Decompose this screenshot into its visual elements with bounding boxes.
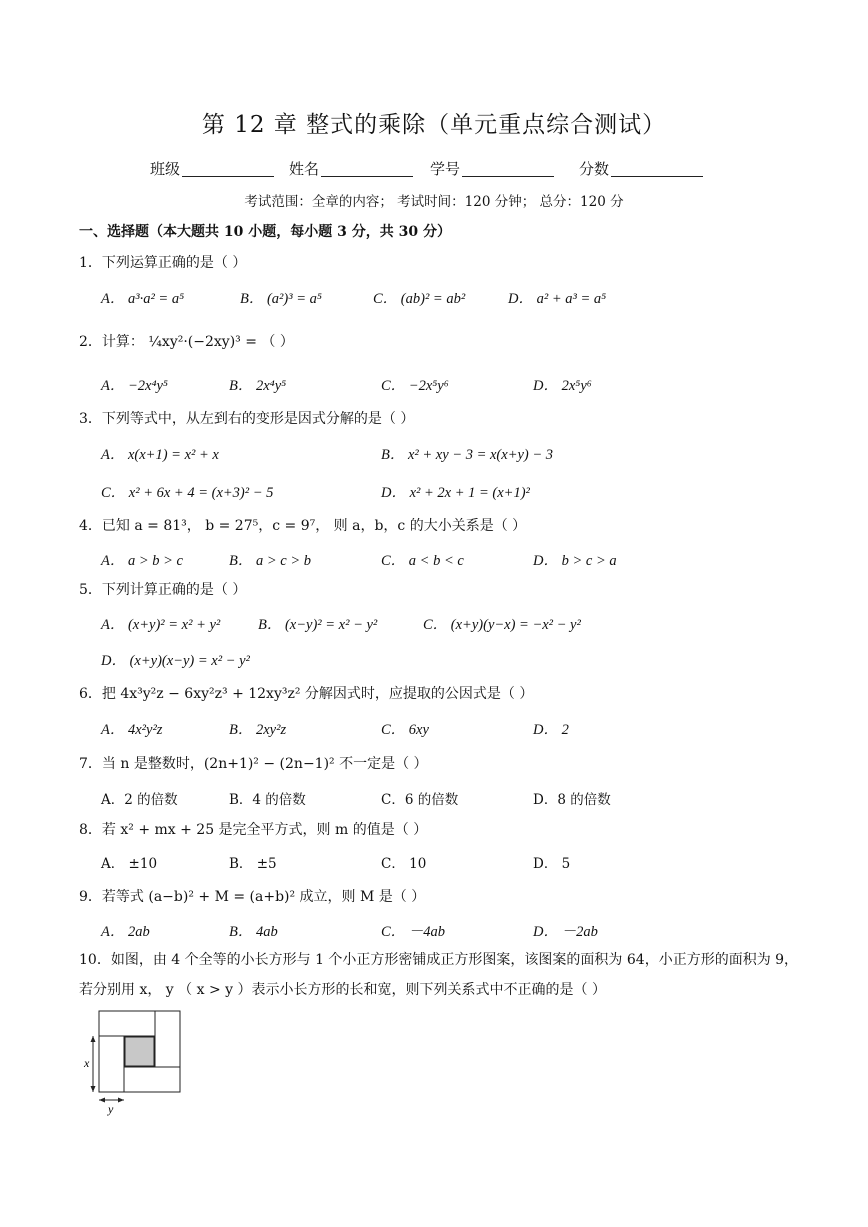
question-6-option-c: C． 6xy: [381, 722, 429, 738]
question-10-stem: 10．如图，由 4 个全等的小长方形与 1 个小正方形密铺成正方形图案，该图案的面积为 64，小正方形的面积为 9，若分别用 x， y （ x > y ）表示小长方形的长和宽，则下列关系式中不正确的是（ ）: [79, 952, 799, 998]
question-4-option-c: C． a < b < c: [381, 553, 464, 569]
question-6-option-a: A． 4x²y²z: [101, 722, 163, 738]
score-field: 分数: [579, 158, 703, 179]
question-5-option-b: B． (x−y)² = x² − y²: [258, 617, 378, 633]
section-heading: 一、选择题（本大题共 10 小题，每小题 3 分，共 30 分）: [79, 224, 451, 240]
question-2-stem: 2．计算： ¼xy²·(−2xy)³ = （ ）: [79, 334, 294, 350]
center-shaded-square: [125, 1037, 154, 1066]
question-7-option-c: C．6 的倍数: [381, 792, 459, 808]
question-6-stem: 6．把 4x³y²z − 6xy²z³ + 12xy³z² 分解因式时，应提取的公因式是（ ）: [79, 686, 534, 702]
question-9-option-a: A． 2ab: [101, 924, 150, 940]
x-arrow-bottom: [91, 1086, 96, 1092]
student-id-field: 学号: [430, 158, 554, 179]
exam-scope: 考试范围：全章的内容； 考试时间：120 分钟； 总分：120 分: [244, 194, 624, 210]
rect-bottom: [124, 1067, 180, 1092]
question-8-option-b: B． ±5: [229, 856, 277, 872]
question-1-option-a: A． a³·a² = a⁵: [101, 291, 185, 307]
question-2-option-b: B． 2x⁴y⁵: [229, 378, 287, 394]
question-4-stem: 4．已知 a = 81³， b = 27⁵，c = 9⁷， 则 a，b，c 的大小关系是（ ）: [79, 518, 527, 534]
x-dimension-label: x: [84, 1056, 90, 1070]
question-3-option-d: D． x² + 2x + 1 = (x+1)²: [381, 485, 530, 501]
question-3-option-b: B． x² + xy − 3 = x(x+y) − 3: [381, 447, 554, 463]
question-3-stem: 3．下列等式中，从左到右的变形是因式分解的是（ ）: [79, 411, 415, 427]
question-8-stem: 8．若 x² + mx + 25 是完全平方式，则 m 的值是（ ）: [79, 822, 428, 838]
name-field: 姓名: [289, 158, 413, 179]
question-9-stem: 9．若等式 (a−b)² + M = (a+b)² 成立，则 M 是（ ）: [79, 889, 426, 905]
question-5-option-c: C． (x+y)(y−x) = −x² − y²: [423, 617, 581, 633]
question-9-option-d: D． －2ab: [533, 924, 598, 940]
question-7-option-a: A．2 的倍数: [101, 792, 178, 808]
question-7-option-b: B．4 的倍数: [229, 792, 306, 808]
question-9-option-c: C． －4ab: [381, 924, 446, 940]
question-6-option-d: D． 2: [533, 722, 569, 738]
question-3-option-a: A． x(x+1) = x² + x: [101, 447, 219, 463]
question-1-stem: 1．下列运算正确的是（ ）: [79, 255, 247, 271]
class-field: 班级: [150, 158, 274, 179]
question-2-option-a: A． −2x⁴y⁵: [101, 378, 168, 394]
question-5-option-a: A． (x+y)² = x² + y²: [101, 617, 221, 633]
page-title: 第 12 章 整式的乘除（单元重点综合测试）: [201, 112, 667, 138]
question-1-option-c: C． (ab)² = ab²: [373, 291, 466, 307]
rect-right: [155, 1011, 180, 1067]
question-1-option-d: D． a² + a³ = a⁵: [508, 291, 607, 307]
question-10-figure: [80, 1006, 190, 1116]
question-4-option-a: A． a > b > c: [101, 553, 183, 569]
question-8-option-c: C． 10: [381, 856, 427, 872]
question-4-option-b: B． a > c > b: [229, 553, 311, 569]
question-8-option-d: D． 5: [533, 856, 571, 872]
y-arrow-right: [118, 1098, 124, 1103]
question-3-option-c: C． x² + 6x + 4 = (x+3)² − 5: [101, 485, 274, 501]
y-dimension-label: y: [108, 1102, 114, 1116]
question-4-option-d: D． b > c > a: [533, 553, 617, 569]
x-arrow-top: [91, 1036, 96, 1042]
question-6-option-b: B． 2xy²z: [229, 722, 287, 738]
question-5-option-d: D． (x+y)(x−y) = x² − y²: [101, 653, 250, 669]
question-7-option-d: D．8 的倍数: [533, 792, 611, 808]
question-2-option-d: D． 2x⁵y⁶: [533, 378, 592, 394]
question-2-option-c: C． −2x⁵y⁶: [381, 378, 449, 394]
y-arrow-left: [99, 1098, 105, 1103]
question-7-stem: 7．当 n 是整数时，(2n+1)² − (2n−1)² 不一定是（ ）: [79, 756, 428, 772]
rect-top: [99, 1011, 155, 1036]
question-9-option-b: B． 4ab: [229, 924, 278, 940]
rect-left: [99, 1036, 124, 1092]
question-5-stem: 5．下列计算正确的是（ ）: [79, 582, 247, 598]
question-8-option-a: A． ±10: [101, 856, 158, 872]
question-1-option-b: B． (a²)³ = a⁵: [240, 291, 322, 307]
